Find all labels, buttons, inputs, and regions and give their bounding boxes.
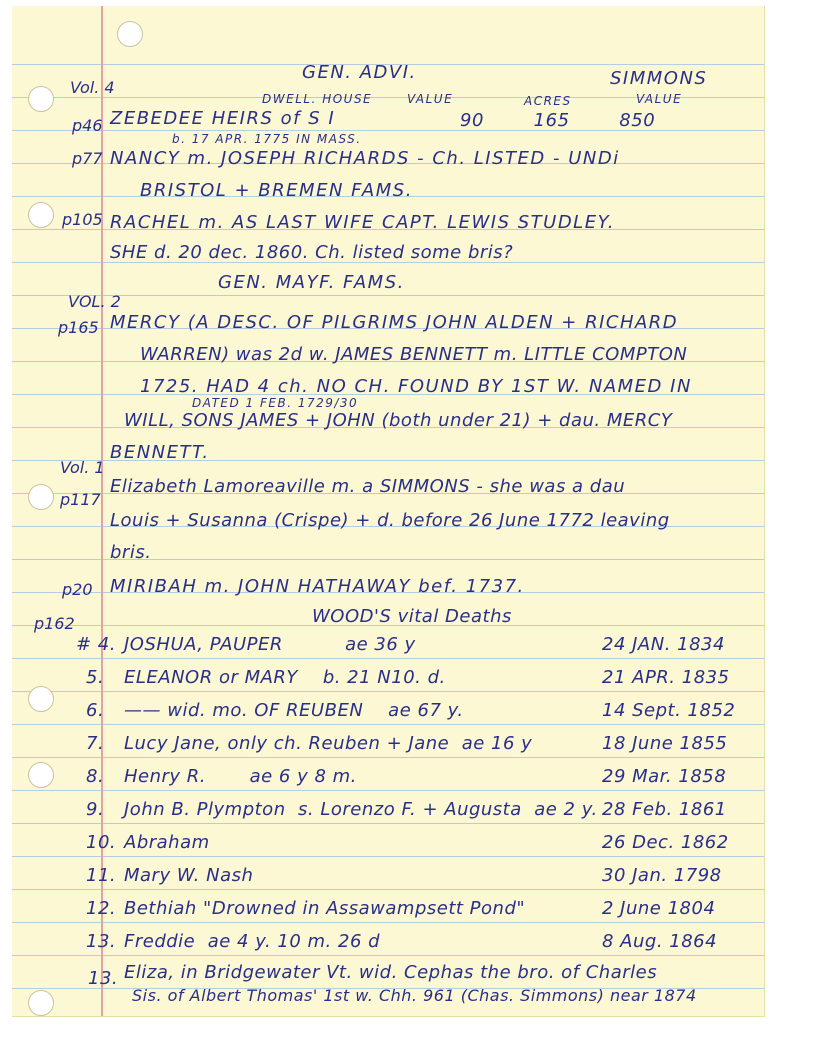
entry-mercy-cont: 1725. HAD 4 ch. NO CH. FOUND BY 1ST W. NAMED IN bbox=[140, 376, 692, 397]
death-date: 26 Dec. 1862 bbox=[602, 832, 729, 853]
header-dwell-house: DWELL. HOUSE bbox=[262, 92, 373, 106]
entry-elizabeth-cont: bris. bbox=[110, 542, 152, 563]
death-number: 12. bbox=[86, 898, 117, 919]
entry-eliza-cont: Sis. of Albert Thomas' 1st w. Chh. 961 (Chas. Simmons) near 1874 bbox=[132, 986, 697, 1005]
ruled-line bbox=[12, 823, 764, 824]
binder-hole bbox=[28, 990, 54, 1016]
entry-mercy-cont: WILL, SONS JAMES + JOHN (both under 21) + dau. MERCY bbox=[124, 410, 673, 431]
entry-nancy-cont: BRISTOL + BREMEN FAMS. bbox=[140, 180, 413, 201]
death-date: 28 Feb. 1861 bbox=[602, 799, 727, 820]
death-number: 10. bbox=[86, 832, 117, 853]
entry-rachel: RACHEL m. AS LAST WIFE CAPT. LEWIS STUDLEY. bbox=[110, 212, 615, 233]
entry-zebedee-birth: b. 17 APR. 1775 IN MASS. bbox=[172, 132, 362, 146]
binder-hole bbox=[117, 21, 143, 47]
death-number: 9. bbox=[86, 799, 105, 820]
death-date: 30 Jan. 1798 bbox=[602, 865, 722, 886]
ruled-line bbox=[12, 922, 764, 923]
death-number: 7. bbox=[86, 733, 105, 754]
death-date: 29 Mar. 1858 bbox=[602, 766, 727, 787]
death-entry: ELEANOR or MARY b. 21 N10. d. bbox=[124, 667, 446, 688]
death-date: 24 JAN. 1834 bbox=[602, 634, 725, 655]
entry-mercy-cont: WARREN) was 2d w. JAMES BENNETT m. LITTLE COMPTON bbox=[140, 344, 688, 365]
binder-hole bbox=[28, 202, 54, 228]
ruled-line bbox=[12, 691, 764, 692]
ruled-line bbox=[12, 955, 764, 956]
entry-number: 13. bbox=[88, 968, 119, 989]
death-number: 13. bbox=[86, 931, 117, 952]
death-number: 6. bbox=[86, 700, 105, 721]
margin-vol-4: Vol. 4 bbox=[70, 78, 115, 97]
death-entry: JOSHUA, PAUPER ae 36 y bbox=[124, 634, 416, 655]
entry-elizabeth: Elizabeth Lamoreaville m. a SIMMONS - she was a dau bbox=[110, 476, 626, 497]
ruled-line bbox=[12, 790, 764, 791]
entry-zebedee-values: 90 165 850 bbox=[460, 110, 656, 131]
entry-miribah: MIRIBAH m. JOHN HATHAWAY bef. 1737. bbox=[110, 576, 525, 597]
death-entry: Freddie ae 4 y. 10 m. 26 d bbox=[124, 931, 381, 952]
margin-vol-1: Vol. 1 bbox=[60, 458, 105, 477]
margin-page-105: p105 bbox=[62, 210, 103, 229]
binder-hole bbox=[28, 762, 54, 788]
entry-mercy-dated: DATED 1 FEB. 1729/30 bbox=[192, 396, 359, 410]
death-number: 8. bbox=[86, 766, 105, 787]
header-value: VALUE bbox=[407, 92, 454, 106]
death-entry: Abraham bbox=[124, 832, 210, 853]
ruled-line bbox=[12, 658, 764, 659]
death-entry: Mary W. Nash bbox=[124, 865, 254, 886]
ruled-line bbox=[12, 295, 764, 296]
entry-nancy: NANCY m. JOSEPH RICHARDS - Ch. LISTED - UNDi bbox=[110, 148, 620, 169]
entry-mercy-cont: BENNETT. bbox=[110, 442, 210, 463]
margin-page-20: p20 bbox=[62, 580, 93, 599]
death-entry: Lucy Jane, only ch. Reuben + Jane ae 16 y bbox=[124, 733, 533, 754]
death-date: 8 Aug. 1864 bbox=[602, 931, 718, 952]
death-number: 11. bbox=[86, 865, 117, 886]
binder-hole bbox=[28, 484, 54, 510]
entry-mercy: MERCY (A DESC. OF PILGRIMS JOHN ALDEN + RICHARD bbox=[110, 312, 679, 333]
death-entry: John B. Plympton s. Lorenzo F. + Augusta ae 2 y. bbox=[124, 799, 598, 820]
death-date: 2 June 1804 bbox=[602, 898, 716, 919]
ruled-line bbox=[12, 889, 764, 890]
binder-hole bbox=[28, 86, 54, 112]
margin-page-46: p46 bbox=[72, 116, 103, 135]
death-date: 18 June 1855 bbox=[602, 733, 728, 754]
header-gen-advi: GEN. ADVI. bbox=[302, 62, 417, 83]
notebook-page bbox=[12, 6, 765, 1017]
header-value: VALUE bbox=[636, 92, 683, 106]
entry-elizabeth-cont: Louis + Susanna (Crispe) + d. before 26 June 1772 leaving bbox=[110, 510, 670, 531]
margin-page-117: p117 bbox=[60, 490, 101, 509]
entry-rachel-cont: SHE d. 20 dec. 1860. Ch. listed some bris? bbox=[110, 242, 514, 263]
death-entry: Bethiah "Drowned in Assawampsett Pond" bbox=[124, 898, 526, 919]
ruled-line bbox=[12, 856, 764, 857]
death-number: # 4. bbox=[76, 634, 116, 655]
ruled-line bbox=[12, 724, 764, 725]
ruled-line bbox=[12, 757, 764, 758]
header-simmons: SIMMONS bbox=[610, 68, 708, 89]
death-entry: Henry R. ae 6 y 8 m. bbox=[124, 766, 357, 787]
header-acres: ACRES bbox=[524, 94, 572, 108]
death-date: 14 Sept. 1852 bbox=[602, 700, 736, 721]
margin-page-162: p162 bbox=[34, 614, 75, 633]
death-number: 5. bbox=[86, 667, 105, 688]
entry-zebedee: ZEBEDEE HEIRS of S I bbox=[110, 108, 336, 129]
binder-hole bbox=[28, 686, 54, 712]
margin-vol-2: VOL. 2 bbox=[68, 292, 121, 311]
entry-eliza: Eliza, in Bridgewater Vt. wid. Cephas the bro. of Charles bbox=[124, 962, 658, 983]
death-entry: —— wid. mo. OF REUBEN ae 67 y. bbox=[124, 700, 464, 721]
section-gen-mayf-fams: GEN. MAYF. FAMS. bbox=[218, 272, 405, 293]
death-date: 21 APR. 1835 bbox=[602, 667, 730, 688]
section-woods-vital-deaths: WOOD'S vital Deaths bbox=[312, 606, 512, 627]
margin-page-165: p165 bbox=[58, 318, 99, 337]
margin-page-77: p77 bbox=[72, 149, 103, 168]
